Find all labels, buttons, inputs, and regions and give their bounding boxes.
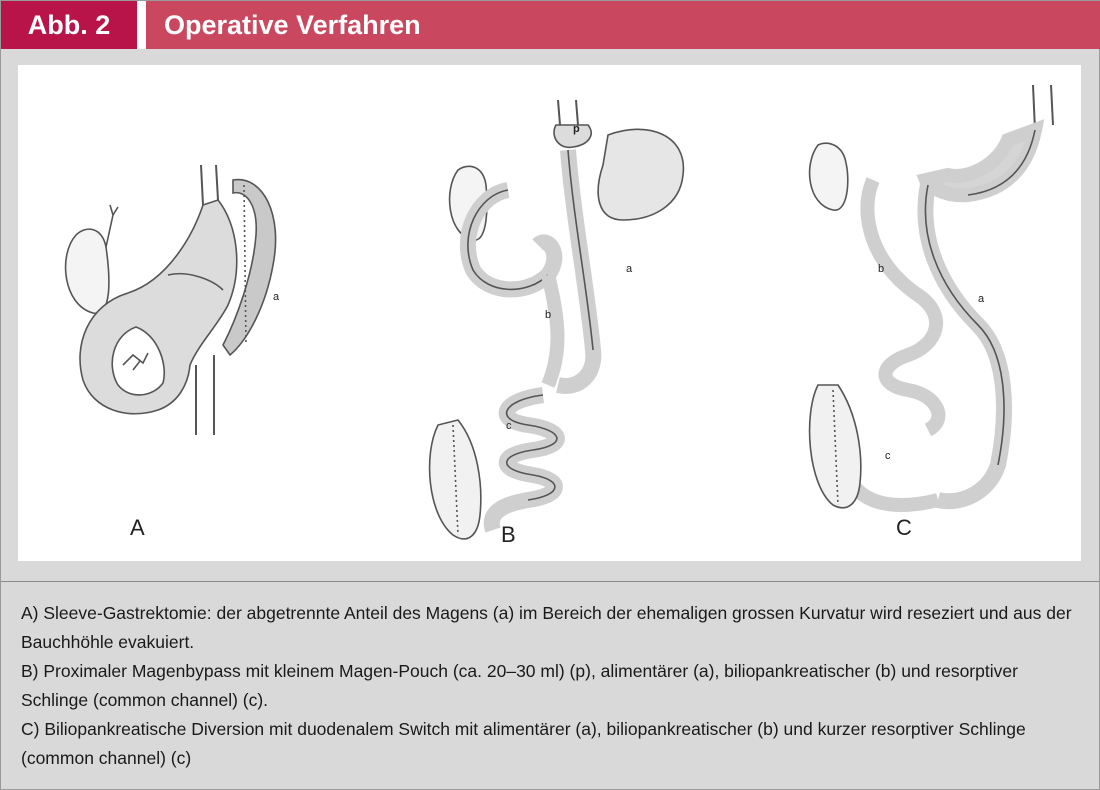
panel-label-c: C	[896, 515, 912, 540]
caption-a: A) Sleeve-Gastrektomie: der abgetrennte Anteil des Magens (a) im Bereich der ehemaligen grossen Kurvatur wird reseziert und aus der Bauchhöhle evakuiert.	[21, 603, 1072, 652]
annotation-b-panel-b: b	[545, 309, 552, 321]
annotation-c-panel-b: c	[506, 420, 512, 432]
annotation-a-panel-c: a	[978, 293, 985, 305]
annotation-a-panel-a: a	[273, 291, 280, 303]
figure-number: Abb. 2	[1, 1, 137, 49]
panel-label-a: A	[130, 515, 145, 540]
caption-divider	[1, 581, 1100, 582]
caption-c: C) Biliopankreatische Diversion mit duodenalem Switch mit alimentärer (a), biliopankreatischer (b) und kurzer resorptiver Schlinge (common channel) (c)	[21, 719, 1026, 768]
annotation-p-panel-b: p	[573, 123, 580, 135]
figure-title: Operative Verfahren	[146, 1, 1100, 49]
figure-header	[1, 1, 1100, 49]
figure-caption	[21, 599, 1081, 773]
illustration-panel	[18, 65, 1081, 561]
annotation-a-panel-b: a	[626, 263, 633, 275]
panel-label-b: B	[501, 522, 516, 547]
caption-b: B) Proximaler Magenbypass mit kleinem Magen-Pouch (ca. 20–30 ml) (p), alimentärer (a), biliopankreatischer (b) und resorptiver Schlinge (common channel) (c).	[21, 661, 1018, 710]
annotation-b-panel-c: b	[878, 263, 885, 275]
annotation-c-panel-c: c	[885, 450, 891, 462]
